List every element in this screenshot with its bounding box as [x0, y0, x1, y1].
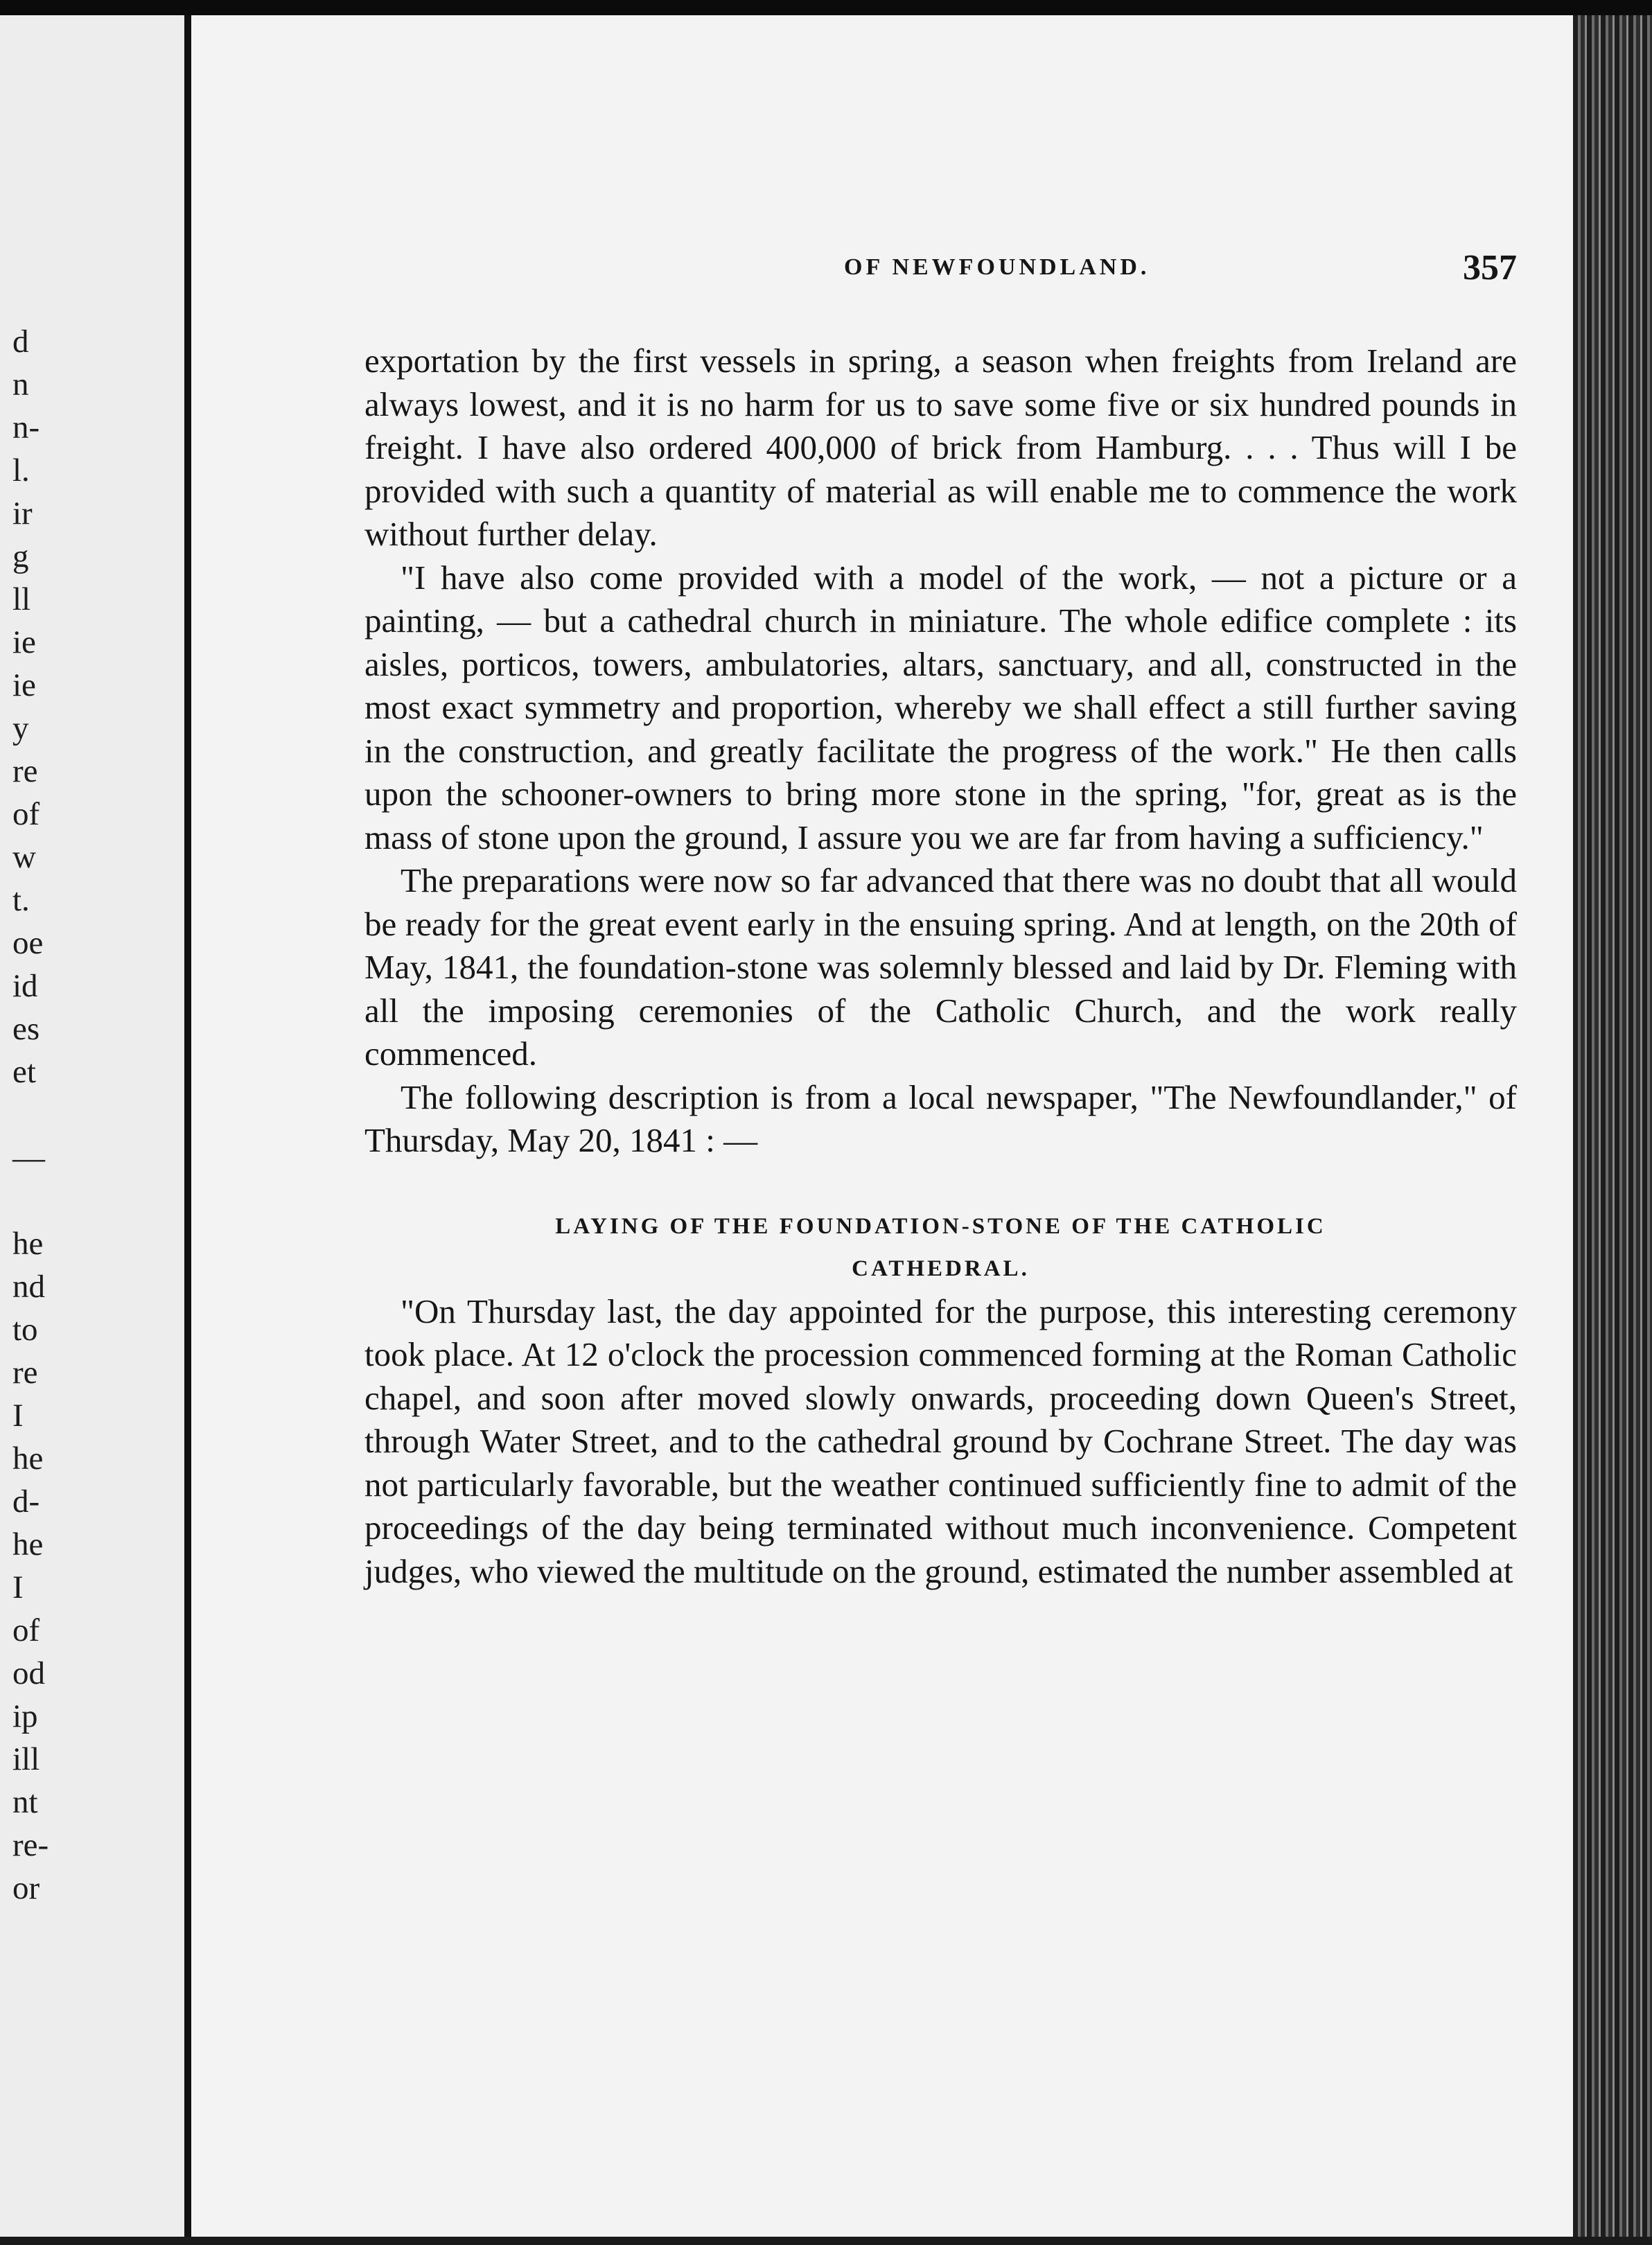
scan-bottom-border [0, 2237, 1652, 2245]
page-number: 357 [1463, 248, 1517, 288]
paragraph-continuation: exportation by the first vessels in spring, a season when freights from Ireland are always lowest, and it is no harm for us to save some five or six hundred pounds in freight. I have also ordered 400,000 of brick from Hamburg. . . . Thus will I be provided with such a quantity of material as will enable me to commence the work without further delay. [364, 342, 1517, 553]
body-text [364, 340, 1517, 1593]
book-page [191, 15, 1573, 2237]
running-title: OF NEWFOUNDLAND. [844, 254, 1150, 280]
paragraph-newspaper-intro: The following description is from a local newspaper, "The Newfoundlander," of Thursday, May 20, 1841 : — [364, 1077, 1517, 1159]
section-heading-line-1: LAYING OF THE FOUNDATION-STONE OF THE CATHOLIC [555, 1213, 1326, 1239]
facing-page-edge [0, 15, 188, 2237]
paragraph-newspaper-quote: "On Thursday last, the day appointed for the purpose, this interesting ceremony took place. At 12 o'clock the procession commenced forming at the Roman Catholic chapel, and soon after moved slowly onwards, proceeding down Queen's Street, through Water Street, and to the cathedral ground by Cochrane Street. The day was not particularly favorable, but the weather continued sufficiently fine to admit of the proceedings of the day being terminated without much inconvenience. Competent judges, who viewed the multitude on the ground, estimated the number assembled at [364, 1292, 1517, 1590]
book-gutter [184, 15, 191, 2237]
running-head [364, 248, 1517, 296]
scan-top-border [0, 0, 1652, 15]
paragraph-preparations: The preparations were now so far advanced that there was no doubt that all would be ready for the great event early in the ensuing spring. And at length, on the 20th of May, 1841, the foundation-stone was solemnly blessed and laid by Dr. Fleming with all the imposing ceremonies of the Catholic Church, and the work really commenced. [364, 861, 1517, 1073]
section-heading-line-2: CATHEDRAL. [852, 1256, 1030, 1281]
section-heading [364, 1206, 1517, 1290]
facing-page-text-fragments: d n n- l. ir g ll ie ie y re of w t. oe id es et — he nd to re I he d- he I of od ip ill nt re- or [12, 324, 49, 1906]
paragraph-model-description: "I have also come provided with a model of the work, — not a picture or a painting, — but a cathedral church in miniature. The whole edifice complete : its aisles, porticos, towers, ambulatories, altars, sanctuary, and all, constructed in the most exact symmetry and proportion, whereby we shall effect a still further saving in the construction, and greatly facilitate the progress of the work." He then calls upon the schooner-owners to bring more stone in the spring, "for, great as is the mass of stone upon the ground, I assure you we are far from having a sufficiency." [364, 558, 1517, 856]
page-block-edges [1573, 15, 1652, 2237]
